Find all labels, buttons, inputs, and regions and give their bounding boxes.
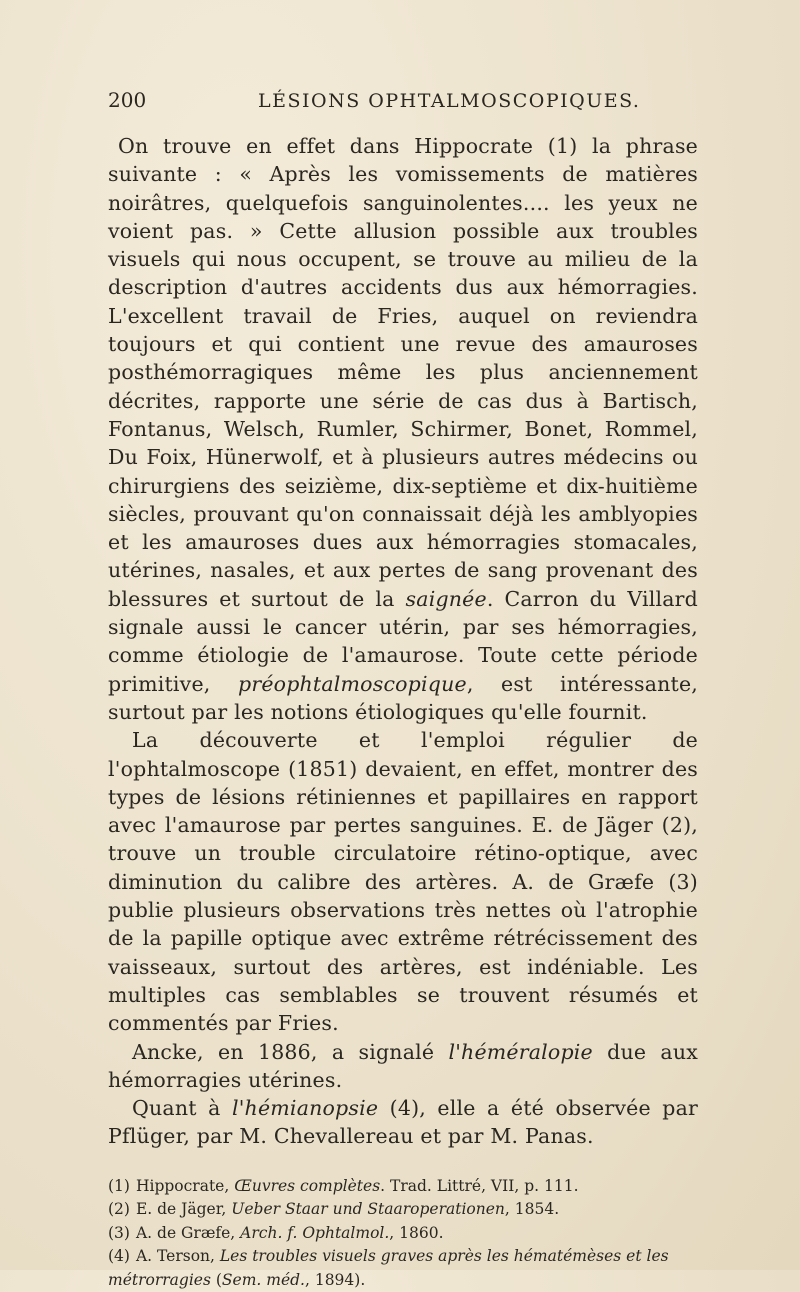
- text-run: La découverte et l'emploi régulier de l'ophtalmoscope (1851) devaient, en effet, montrer des types de lésions rétiniennes et papillaires en rapport avec l'amaurose par pertes sanguines. E. de Jäger (2), trouve un trouble circulatoire rétino-optique, avec diminution du calibre des artères. A. de Græfe (3) publie plusieurs observations très nettes où l'atrophie de la papille optique avec extrême rétrécissement des vaisseaux, surtout des artères, est indéniable. Les multiples cas semblables se trouvent résumés et commentés par Fries.: [108, 728, 698, 1036]
- footnote: [108, 1198, 698, 1222]
- italic-text: saignée: [405, 586, 487, 611]
- italic-text: Œuvres complètes: [234, 1176, 381, 1195]
- italic-text: Les troubles visuels graves après les hématémèses et les métrorragies: [108, 1247, 669, 1289]
- text-run: , est intéressante, surtout par les notions étiologiques qu'elle fournit.: [108, 671, 699, 724]
- text-run: due aux hémorragies utérines.: [108, 1039, 698, 1092]
- text-run: (: [210, 1270, 222, 1289]
- footnotes: [108, 1175, 698, 1292]
- text-run: E. de Jäger,: [135, 1200, 232, 1219]
- paragraph: [108, 1038, 698, 1095]
- text-run: A. de Græfe,: [135, 1223, 241, 1242]
- text-run: A. Terson,: [135, 1247, 220, 1266]
- text-run: Quant à: [132, 1096, 232, 1121]
- italic-text: préophtalmoscopique: [238, 671, 467, 696]
- italic-text: Sem. méd.: [221, 1270, 305, 1289]
- text-run: , 1894).: [304, 1270, 366, 1289]
- text-run: Hippocrate,: [135, 1176, 235, 1195]
- running-title: LÉSIONS OPHTALMOSCOPIQUES.: [258, 90, 641, 112]
- footnote: [108, 1175, 698, 1199]
- footnote-number: (4): [108, 1247, 130, 1266]
- body-text: [108, 132, 698, 1151]
- footnote-number: (3): [108, 1223, 130, 1242]
- text-run: Ancke, en 1886, a signalé: [132, 1039, 449, 1064]
- footnote: [108, 1222, 698, 1246]
- paragraph: [108, 726, 698, 1037]
- italic-text: Ueber Staar und Staaroperationen: [231, 1200, 505, 1219]
- italic-text: l'hémianopsie: [231, 1096, 379, 1121]
- text-run: , 1860.: [389, 1223, 444, 1242]
- paragraph: [108, 1094, 698, 1151]
- paragraph: [108, 132, 698, 726]
- text-run: (4), elle a été observée par Pflüger, par M. Chevallereau et par M. Panas.: [108, 1096, 698, 1149]
- text-run: On trouve en effet dans Hippocrate (1) la phrase suivante : « Après les vomissements de matières noirâtres, quelquefois sanguinolentes.... les yeux ne voient pas. » Cette allusion possible aux troubles visuels qui nous occupent, se trouve au milieu de la description d'autres accidents dus aux hémorragies. L'excellent travail de Fries, auquel on reviendra toujours et qui contient une revue des amauroses posthémorragiques même les plus anciennement décrites, rapporte une série de cas dus à Bartisch, Fontanus, Welsch, Rumler, Schirmer, Bonet, Rommel, Du Foix, Hünerwolf, et à plusieurs autres médecins ou chirurgiens des seizième, dix-septième et dix-huitième siècles, prouvant qu'on connaissait déjà les amblyopies et les amauroses dues aux hémorragies stomacales, utérines, nasales, et aux pertes de sang provenant des blessures et surtout de la: [108, 134, 698, 611]
- italic-text: l'héméralopie: [448, 1039, 593, 1064]
- footnote-number: (2): [108, 1200, 130, 1219]
- text-run: . Trad. Littré, VII, p. 111.: [380, 1176, 579, 1195]
- footnote: [108, 1245, 698, 1292]
- page-number: 200: [108, 88, 147, 112]
- text-run: , 1854.: [504, 1200, 560, 1219]
- italic-text: Arch. f. Ophtalmol.: [240, 1223, 390, 1242]
- page-header: [108, 88, 698, 124]
- text-run: . Carron du Villard signale aussi le cancer utérin, par ses hémorragies, comme étiologie de l'amaurose. Toute cette période primitive,: [108, 586, 699, 696]
- footnote-number: (1): [108, 1176, 130, 1195]
- book-page: [108, 88, 698, 1292]
